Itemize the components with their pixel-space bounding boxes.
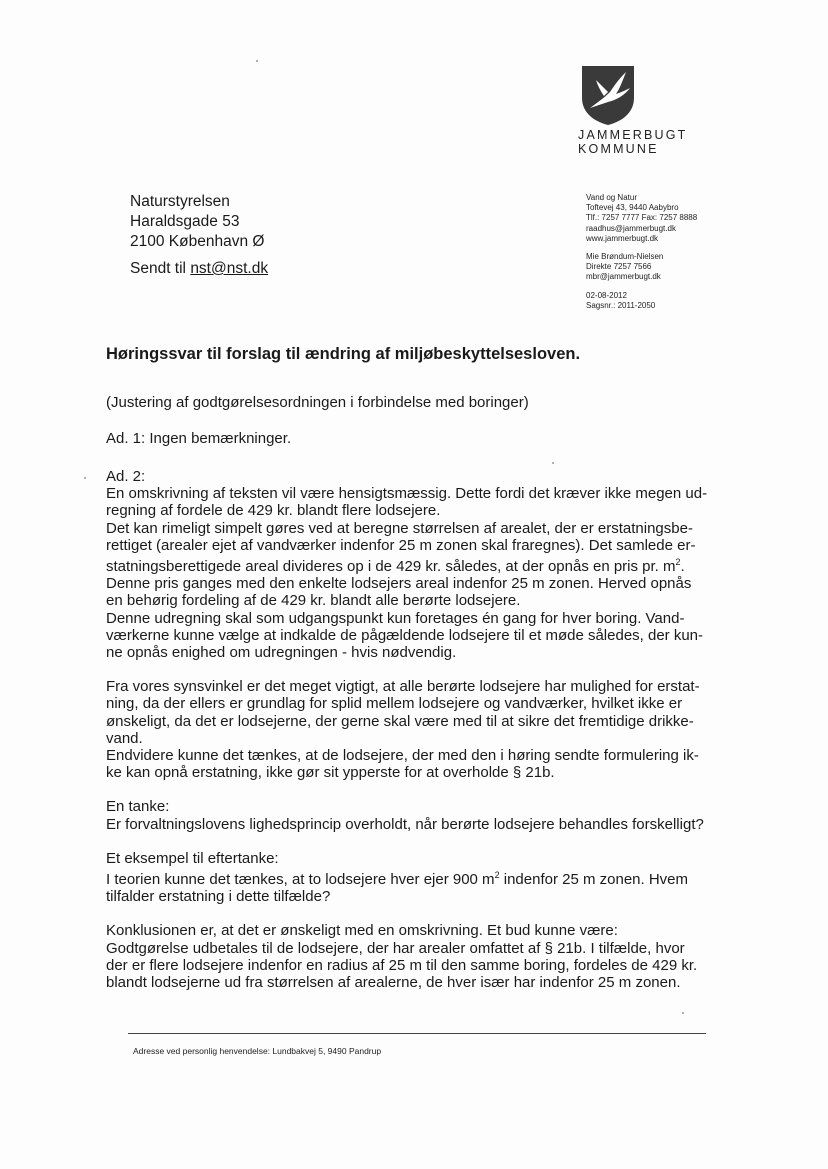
thought-line: Er forvaltningslovens lighedsprincip overholdt, når berørte lodsejere behandles forskelligt?: [106, 815, 704, 833]
ad2-line: Denne udregning skal som udgangspunkt kun foretages én gang for hver boring. Vand-: [106, 609, 685, 627]
example-line: Et eksempel til eftertanke:: [106, 849, 279, 867]
conclusion-line: der er flere lodsejere indenfor en radius af 25 m til den samme boring, fordeles de 429 kr.: [106, 956, 698, 974]
example-line-with-superscript: [106, 867, 716, 888]
example-line: tilfalder erstatning i dette tilfælde?: [106, 888, 331, 906]
para2-line: Fra vores synsvinkel er det meget vigtigt, at alle berørte lodsejere har mulighed for erstat-: [106, 678, 700, 696]
ad2-line-end: .: [680, 558, 685, 576]
letter-subheading: (Justering af godtgørelsesordningen i forbindelse med boringer): [106, 394, 529, 411]
contact-spacer: [586, 283, 697, 291]
municipality-name: [578, 128, 688, 156]
ad2-line: rettiget (arealer ejet af vandværker indenfor 25 m zonen skal fraregnes). Det samlede er-: [106, 536, 696, 554]
footer-divider: [128, 1033, 706, 1034]
recipient-street: Haraldsgade 53: [130, 213, 240, 230]
paragraph-spacer: [106, 833, 716, 850]
ad2-line: en behørig fordeling af de 429 kr. blandt alle berørte lodsejere.: [106, 592, 521, 610]
para2-line: ning, da der ellers er grundlag for splid mellem lodsejere og vandværker, hvilket ikke er: [106, 695, 683, 713]
sender-contact-block: [586, 193, 697, 311]
contact-spacer: [586, 244, 697, 252]
ad2-line-text: statningsberettigede areal divideres op i de 429 kr. således, at der opnås en pris pr. m: [106, 558, 676, 576]
ad2-line: regning af fordele de 429 kr. blandt flere lodsejere.: [106, 502, 441, 520]
municipality-name-line2: KOMMUNE: [578, 142, 659, 156]
ad2-line: Det kan rimeligt simpelt gøres ved at beregne størrelsen af arealet, der er erstatningsbe-: [106, 519, 693, 537]
case-number: Sagsnr.: 2011-2050: [586, 300, 656, 310]
ad2-line: ne opnås enighed om udregningen - hvis nødvendig.: [106, 644, 457, 662]
paragraph-spacer: [106, 661, 716, 678]
sender-website: www.jammerbugt.dk: [586, 233, 659, 243]
footer-address: Adresse ved personlig henvendelse: Lundbakvej 5, 9490 Pandrup: [133, 1046, 382, 1056]
letter-body: [106, 468, 716, 991]
letter-heading: Høringssvar til forslag til ændring af miljøbeskyttelsesloven.: [106, 345, 581, 363]
contact-person: Mie Brøndum-Nielsen: [586, 252, 664, 262]
ad2-line-with-superscript: [106, 554, 716, 575]
sent-to-line: [130, 260, 268, 278]
thought-line: En tanke:: [106, 798, 170, 816]
conclusion-line: Godtgørelse udbetales til de lodsejere, der har arealer omfattet af § 21b. I tilfælde, hvor: [106, 939, 685, 957]
sender-email: raadhus@jammerbugt.dk: [586, 223, 676, 233]
ad2-line: værkerne kunne vælge at indkalde de pågældende lodsejere til et møde således, der kun-: [106, 626, 704, 644]
superscript: 2: [675, 557, 681, 568]
recipient-name: Naturstyrelsen: [130, 193, 230, 210]
scan-speck: [552, 462, 554, 464]
paragraph-spacer: [106, 781, 716, 798]
letter-date: 02-08-2012: [586, 290, 627, 300]
recipient-city: 2100 København Ø: [130, 233, 265, 250]
sender-department: Vand og Natur: [586, 193, 637, 202]
ad2-line: Denne pris ganges med den enkelte lodsejers areal indenfor 25 m zonen. Herved opnås: [106, 575, 692, 593]
ad2-title: Ad. 2:: [106, 468, 146, 485]
recipient-address: [130, 192, 264, 252]
ad1-paragraph: Ad. 1: Ingen bemærkninger.: [106, 430, 292, 447]
sent-to-label: Sendt til: [130, 260, 191, 277]
para2-line: Endvidere kunne det tænkes, at de lodsejere, der med den i høring sendte formulering ik-: [106, 747, 699, 765]
scan-speck: [682, 1012, 684, 1014]
example-line-end: indenfor 25 m zonen. Hvem: [499, 871, 689, 889]
municipality-name-line1: JAMMERBUGT: [578, 128, 688, 142]
para2-line: ke kan opnå erstatning, ikke gør sit ypperste for at overholde § 21b.: [106, 764, 555, 782]
scan-speck: [256, 60, 258, 62]
conclusion-line: Konklusionen er, at det er ønskeligt med en omskrivning. Et bud kunne være:: [106, 922, 618, 940]
scan-speck: [84, 477, 86, 479]
superscript: 2: [494, 870, 500, 881]
paragraph-spacer: [106, 905, 716, 922]
para2-line: vand.: [106, 729, 143, 747]
recipient-email-link[interactable]: nst@nst.dk: [190, 260, 269, 277]
sender-phone-fax: Tlf.: 7257 7777 Fax: 7257 8888: [586, 213, 698, 223]
conclusion-line: blandt lodsejerne ud fra størrelsen af arealerne, de hver især har indenfor 25 m zonen.: [106, 974, 681, 992]
ad2-line: En omskrivning af teksten vil være hensigtsmæssig. Dette fordi det kræver ikke megen ud-: [106, 485, 708, 503]
jammerbugt-seagull-logo: [580, 64, 636, 126]
example-line-text: I teorien kunne det tænkes, at to lodsejere hver ejer 900 m: [106, 871, 495, 889]
contact-person-email: mbr@jammerbugt.dk: [586, 272, 661, 282]
sender-address: Toftevej 43, 9440 Aabybro: [586, 203, 679, 213]
contact-direct-phone: Direkte 7257 7566: [586, 262, 652, 272]
para2-line: ønskeligt, da det er lodsejerne, der gerne skal være med til at sikre det fremtidige drikke-: [106, 712, 694, 730]
